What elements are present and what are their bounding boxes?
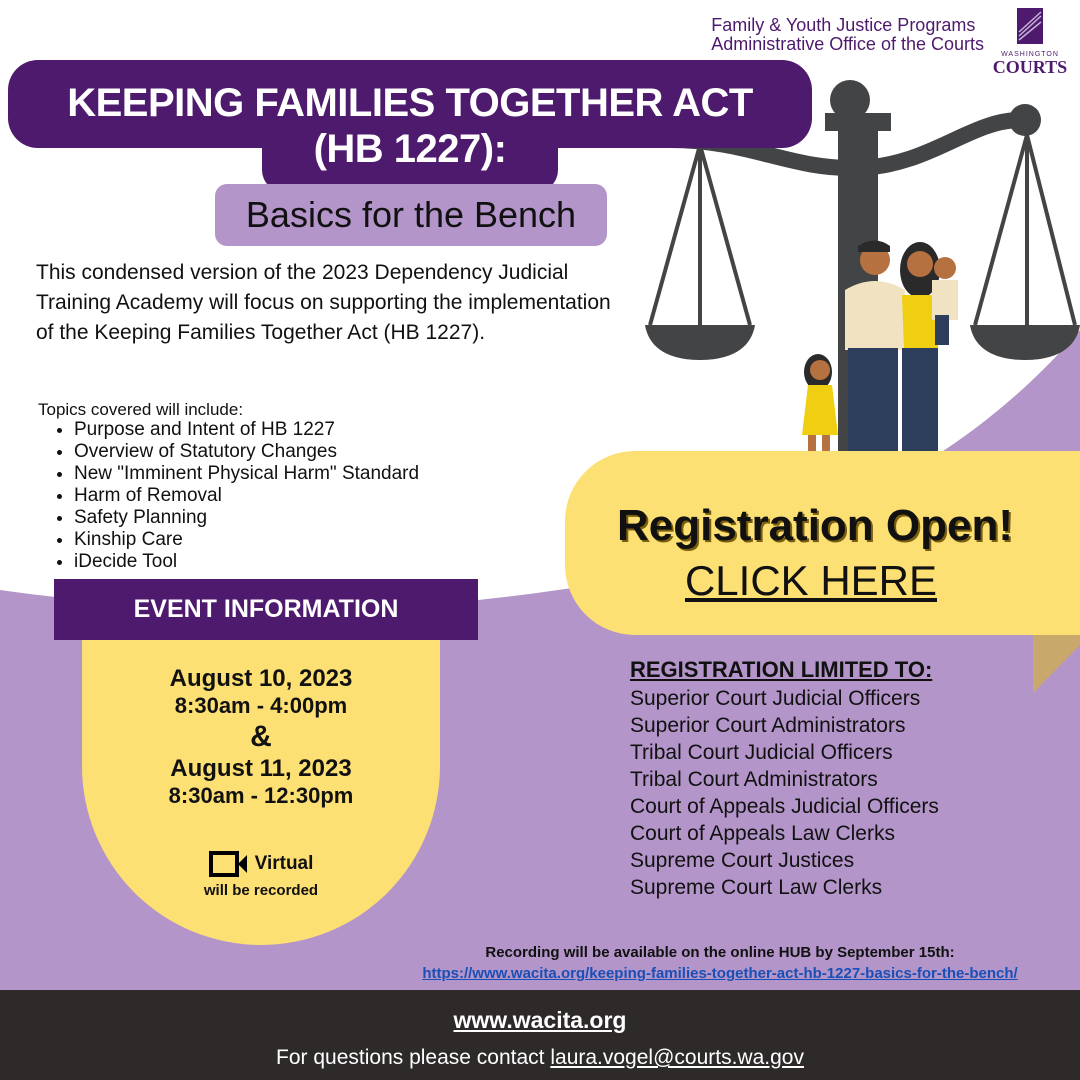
eligible-audience-item: Supreme Court Law Clerks (630, 876, 883, 899)
logo-large-text: COURTS (992, 57, 1068, 77)
topic-item: • Harm of Removal (74, 485, 419, 507)
day1-time: 8:30am - 4:00pm (174, 693, 348, 718)
subtitle: Basics for the Bench (215, 184, 607, 246)
family-illustration (802, 241, 958, 461)
topic-item: • New "Imminent Physical Harm" Standard (74, 463, 419, 485)
recording-note (360, 942, 1080, 984)
page-title (8, 80, 812, 172)
day1-date: August 10, 2023 (169, 665, 353, 692)
eligible-audience-item: Court of Appeals Law Clerks (630, 822, 895, 845)
day2-time: 8:30am - 12:30pm (168, 783, 354, 808)
callout-tail (1033, 635, 1080, 693)
washington-courts-logo (990, 6, 1070, 76)
contact-line (0, 1045, 1080, 1071)
video-camera-icon (209, 851, 249, 877)
logo-small-text: WASHINGTON (1001, 51, 1059, 58)
eligible-audience-item: Court of Appeals Judicial Officers (630, 795, 939, 818)
registration-limited-section (630, 655, 939, 901)
title-line1: KEEPING FAMILIES TOGETHER ACT (67, 81, 753, 125)
contact-email-link[interactable]: laura.vogel@courts.wa.gov (550, 1046, 804, 1069)
day2-date: August 11, 2023 (170, 755, 352, 782)
intro-paragraph: This condensed version of the 2023 Dependency Judicial Training Academy will focus on supporting the implementation of the Keeping Families Together Act (HB 1227). (36, 261, 611, 344)
website-link[interactable]: www.wacita.org (453, 1007, 627, 1033)
eligible-audience-item: Superior Court Judicial Officers (630, 687, 921, 710)
register-click-here-link[interactable]: CLICK HERE (684, 557, 938, 604)
topic-item: • Overview of Statutory Changes (74, 441, 419, 463)
courts-emblem-icon (990, 6, 1070, 46)
eligible-audience-item: Tribal Court Administrators (630, 768, 878, 791)
eligible-audience-item: Superior Court Administrators (630, 714, 906, 737)
topic-item: • Kinship Care (74, 529, 419, 551)
topic-item: • Purpose and Intent of HB 1227 (74, 419, 419, 441)
virtual-format (82, 851, 440, 877)
topics-list (50, 419, 419, 573)
ampersand: & (250, 720, 272, 753)
topic-item: • Safety Planning (74, 507, 419, 529)
limited-heading: REGISTRATION LIMITED TO: (630, 657, 933, 682)
event-details (82, 665, 440, 901)
contact-prefix: For questions please contact (276, 1046, 551, 1069)
org-line2: Administrative Office of the Courts (711, 34, 984, 54)
eligible-audience-item: Tribal Court Judicial Officers (630, 741, 893, 764)
registration-open-heading: Registration Open! (616, 501, 1014, 550)
recording-note-text: Recording will be available on the online HUB by September 15th: (485, 944, 955, 961)
virtual-label: Virtual (254, 853, 314, 874)
org-name (711, 16, 984, 54)
footer (0, 990, 1080, 1080)
title-line2: (HB 1227): (313, 127, 507, 171)
event-info-heading: EVENT INFORMATION (54, 579, 478, 640)
recorded-note: will be recorded (203, 882, 319, 899)
topic-item: • iDecide Tool (74, 551, 419, 573)
eligible-audience-item: Supreme Court Justices (630, 849, 855, 872)
recording-hub-link[interactable]: https://www.wacita.org/keeping-families-together-act-hb-1227-basics-for-the-bench/ (422, 965, 1018, 982)
topics-label: Topics covered will include: (38, 400, 244, 419)
org-line1: Family & Youth Justice Programs (711, 15, 976, 35)
